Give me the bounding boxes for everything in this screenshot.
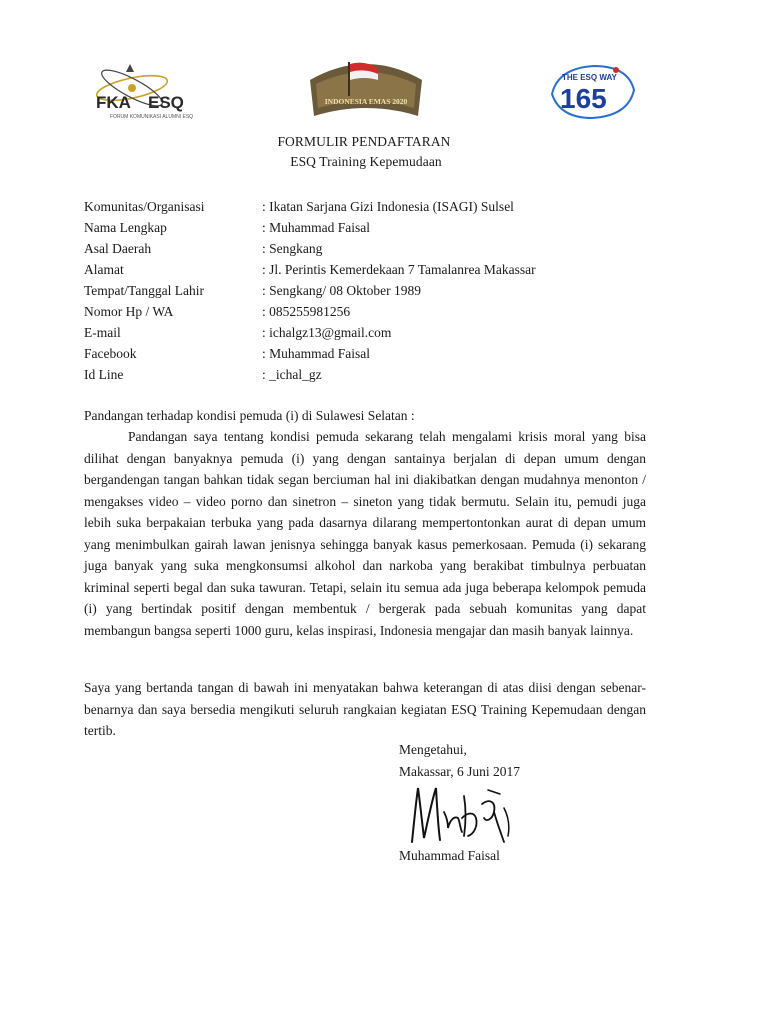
field-row-birth: [84, 280, 536, 301]
field-value: : Sengkang/ 08 Oktober 1989: [262, 283, 421, 298]
field-label: Alamat: [84, 262, 124, 277]
field-value: : Ikatan Sarjana Gizi Indonesia (ISAGI) Sulsel: [262, 199, 514, 214]
field-row-origin: [84, 238, 536, 259]
field-label: Asal Daerah: [84, 241, 152, 256]
place-date: Makassar, 6 Juni 2017: [399, 764, 520, 779]
field-row-facebook: [84, 343, 536, 364]
signatory-name: Muhammad Faisal: [399, 848, 500, 863]
atom-logo-icon: [92, 62, 222, 124]
field-label: Nama Lengkap: [84, 220, 167, 235]
field-value: : Muhammad Faisal: [262, 220, 370, 235]
field-row-phone: [84, 301, 536, 322]
svg-text:INDONESIA EMAS 2020: INDONESIA EMAS 2020: [324, 97, 408, 106]
field-label: Komunitas/Organisasi: [84, 199, 205, 214]
indonesia-emas-logo: [300, 56, 432, 122]
svg-text:FORUM KOMUNIKASI ALUMNI ESQ: FORUM KOMUNIKASI ALUMNI ESQ: [110, 114, 194, 120]
svg-text:FKA: FKA: [96, 93, 131, 112]
field-row-full-name: [84, 217, 536, 238]
field-label: Nomor Hp / WA: [84, 304, 174, 319]
field-value: : _ichal_gz: [262, 367, 322, 382]
field-label: Id Line: [84, 367, 124, 382]
svg-text:ESQ: ESQ: [148, 93, 184, 112]
svg-text:THE ESQ WAY: THE ESQ WAY: [562, 73, 617, 82]
field-label: Tempat/Tanggal Lahir: [84, 283, 204, 298]
essay-heading: Pandangan terhadap kondisi pemuda (i) di Sulawesi Selatan :: [84, 408, 415, 423]
field-value: : Jl. Perintis Kemerdekaan 7 Tamalanrea Makassar: [262, 262, 536, 277]
applicant-fields: [84, 196, 536, 385]
flag-banner-icon: [300, 56, 432, 122]
handwritten-signature: [404, 782, 524, 848]
field-value: : 085255981256: [262, 304, 351, 319]
field-value: : Muhammad Faisal: [262, 346, 370, 361]
field-row-address: [84, 259, 536, 280]
fka-esq-logo: [92, 62, 222, 124]
field-row-organization: [84, 196, 536, 217]
acknowledge-label: Mengetahui,: [399, 742, 467, 757]
field-value: : Sengkang: [262, 241, 323, 256]
esq-way-165-logo: [548, 60, 638, 122]
field-label: E-mail: [84, 325, 121, 340]
field-row-email: [84, 322, 536, 343]
declaration-paragraph: Saya yang bertanda tangan di bawah ini menyatakan bahwa keterangan di atas diisi dengan sebenar-benarnya dan saya bersedia mengikuti seluruh rangkaian kegiatan ESQ Training Kepemudaan dengan tertib.: [84, 680, 646, 738]
svg-text:165: 165: [560, 83, 607, 114]
field-value: : ichalgz13@gmail.com: [262, 325, 392, 340]
essay-body: Pandangan saya tentang kondisi pemuda sekarang telah mengalami krisis moral yang bisa dilihat dengan banyaknya pemuda (i) yang dengan santainya berjalan di depan umum dengan bergandengan tangan bahkan tidak segan berciuman hal ini diakibatkan dengan mudahnya menonton / mengakses video – video porno dan sinetron – sineton yang tidak bermutu. Selain itu, pemudi juga lebih suka berpakaian terbuka yang pada dasarnya dilarang mempertontonkan aurat di depan umum yang menimbulkan gairah lawan jenisnya sehingga banyak kasus pemerkosaan. Pemuda (i) sekarang juga banyak yang suka mengkonsumsi alkohol dan narkoba yang berakibat timbulnya perbuatan kriminal seperti begal dan suka tawuran. Tetapi, selain itu semua ada juga beberapa kelompok pemuda (i) yang bertindak positif dengan membentuk / bergerak pada sebuah komunitas yang dapat membangun bangsa seperti 1000 guru, kelas inspirasi, Indonesia mengajar dan masih banyak lainnya.: [84, 429, 646, 638]
form-title: FORMULIR PENDAFTARAN: [277, 134, 451, 149]
field-label: Facebook: [84, 346, 137, 361]
field-row-line-id: [84, 364, 536, 385]
form-subtitle: ESQ Training Kepemudaan: [290, 154, 442, 169]
